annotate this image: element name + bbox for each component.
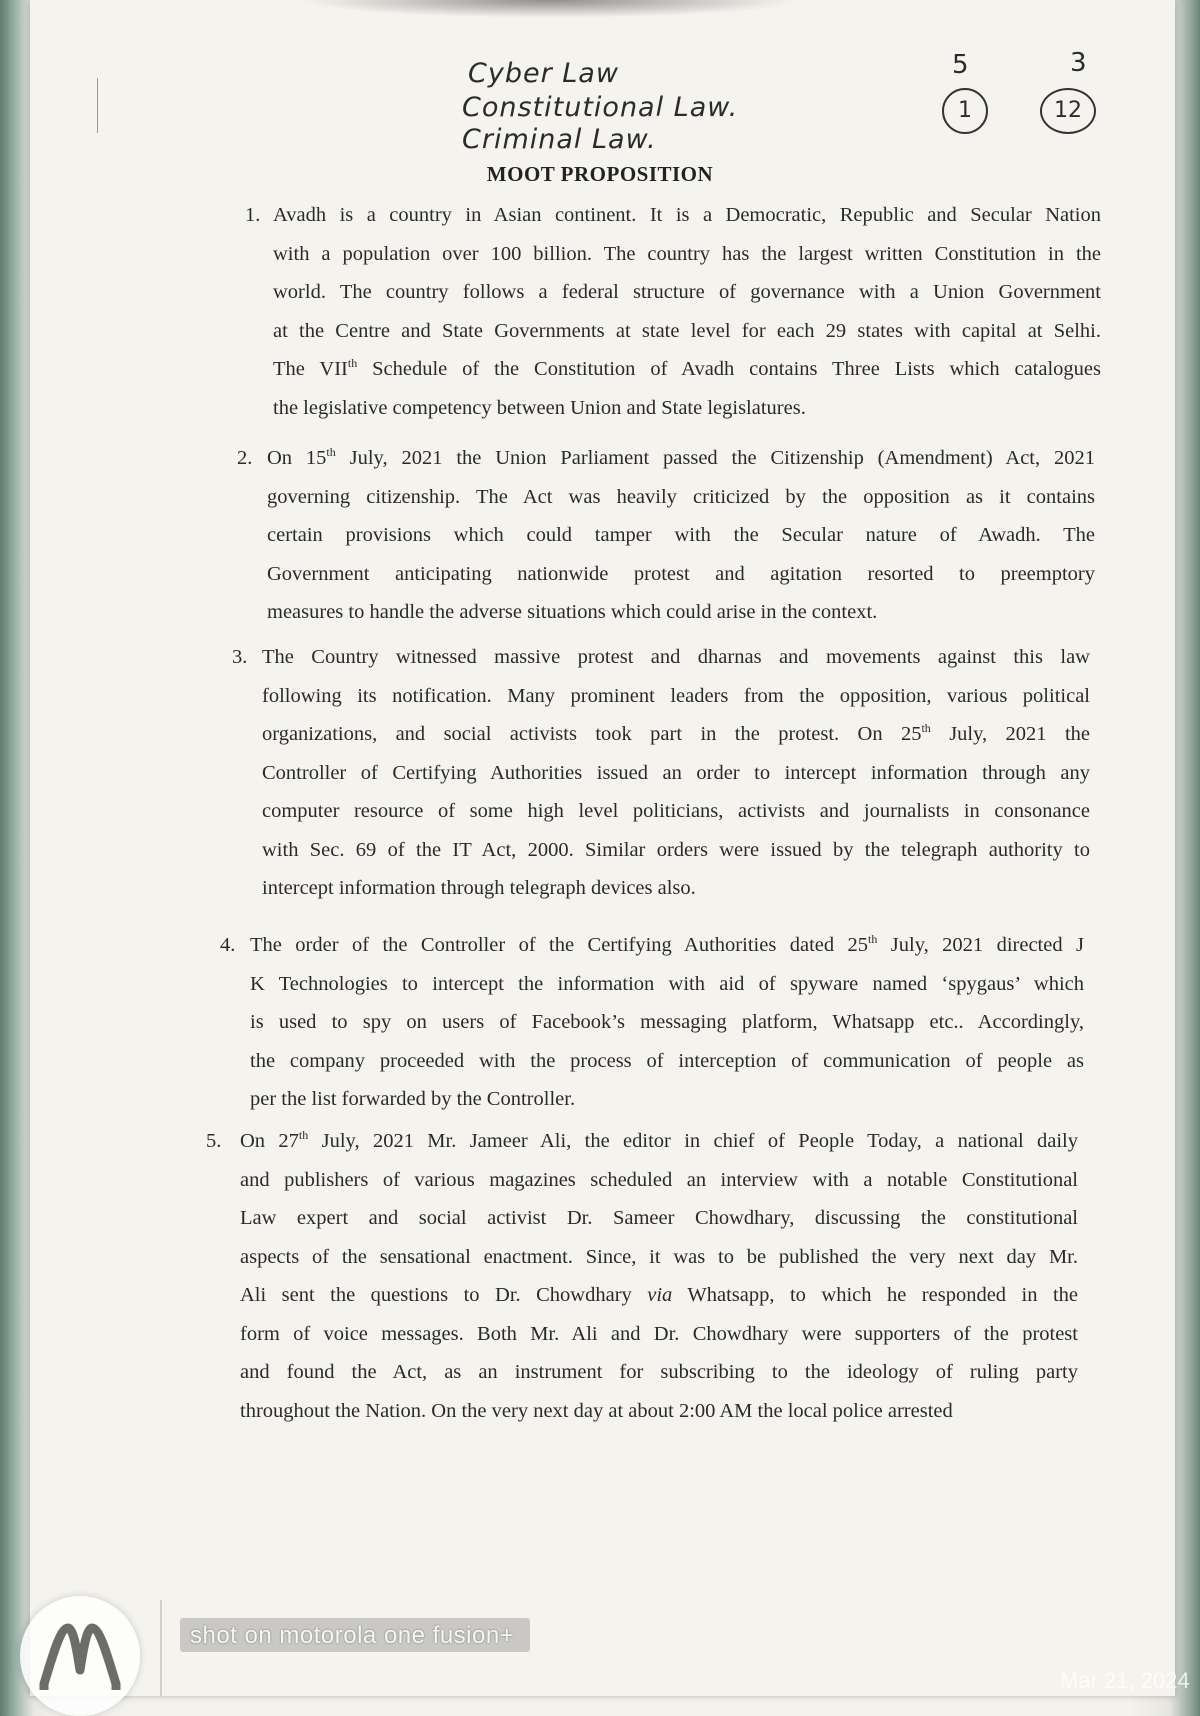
paragraph-line: world. The country follows a federal structure of governance with a Union Government [273, 281, 1101, 303]
paragraph-line: On 15th July, 2021 the Union Parliament passed the Citizenship (Amendment) Act, 2021 [267, 445, 1095, 469]
paragraph-line: form of voice messages. Both Mr. Ali and Dr. Chowdhary were supporters of the protest [240, 1322, 1078, 1345]
camera-watermark: shot on motorola one fusion+ [190, 1622, 515, 1649]
handwritten-note-cyber-law: Cyber Law [468, 58, 619, 89]
paragraph-line: Ali sent the questions to Dr. Chowdhary via Whatsapp, to which he responded in the [240, 1284, 1078, 1306]
paragraph-number: 3. [232, 646, 248, 668]
paragraph-line: The order of the Controller of the Certifying Authorities dated 25th July, 2021 directed J [250, 932, 1084, 956]
paragraph-number: 5. [206, 1130, 222, 1152]
paragraph-line: intercept information through telegraph devices also. [262, 877, 696, 899]
paragraph-line: organizations, and social activists took part in the protest. On 25th July, 2021 the [262, 721, 1090, 745]
paragraph-line: K Technologies to intercept the information with aid of spyware named ‘spygaus’ which [250, 972, 1084, 995]
paragraph-line: the legislative competency between Union and State legislatures. [273, 396, 806, 419]
paragraph-number: 4. [220, 934, 236, 956]
paragraph-line: Avadh is a country in Asian continent. It is a Democratic, Republic and Secular Nation [273, 204, 1101, 226]
motorola-logo-icon [20, 1596, 140, 1716]
margin-mark [97, 78, 98, 133]
paragraph-line: aspects of the sensational enactment. Since, it was to be published the very next day Mr. [240, 1245, 1078, 1268]
top-shadow [300, 0, 800, 18]
paragraph-line: throughout the Nation. On the very next day at about 2:00 AM the local police arrested [240, 1399, 953, 1422]
paragraph-line: is used to spy on users of Facebook’s messaging platform, Whatsapp etc.. Accordingly, [250, 1011, 1084, 1033]
paragraph-line: Government anticipating nationwide protest and agitation resorted to preemptory [267, 562, 1095, 585]
paragraph-line: and found the Act, as an instrument for subscribing to the ideology of ruling party [240, 1361, 1078, 1383]
paragraph-line: On 27th July, 2021 Mr. Jameer Ali, the editor in chief of People Today, a national daily [240, 1128, 1078, 1152]
paragraph-line: with a population over 100 billion. The country has the largest written Constitution in the [273, 242, 1101, 265]
handwritten-note-criminal-law: Criminal Law. [462, 124, 657, 155]
paragraph-line: measures to handle the adverse situations which could arise in the context. [267, 601, 878, 623]
paragraph-line: Controller of Certifying Authorities issued an order to intercept information through any [262, 761, 1090, 784]
paragraph-line: computer resource of some high level politicians, activists and journalists in consonance [262, 800, 1090, 822]
paragraph-line: certain provisions which could tamper with the Secular nature of Awadh. The [267, 524, 1095, 546]
document-title: MOOT PROPOSITION [486, 162, 714, 186]
paragraph-line: The VIIth Schedule of the Constitution of Avadh contains Three Lists which catalogues [273, 356, 1101, 380]
paragraph-line: the company proceeded with the process of interception of communication of people as [250, 1049, 1084, 1072]
paragraph-line: governing citizenship. The Act was heavily criticized by the opposition as it contains [267, 485, 1095, 508]
handwritten-note-constitutional-law: Constitutional Law. [462, 92, 739, 123]
paragraph-line: Law expert and social activist Dr. Sameer Chowdhary, discussing the constitutional [240, 1207, 1078, 1229]
paragraph-line: The Country witnessed massive protest and dharnas and movements against this law [262, 646, 1090, 668]
paragraph-line: following its notification. Many prominent leaders from the opposition, various political [262, 684, 1090, 707]
handwritten-mark-top-2: 3 [1070, 48, 1087, 78]
paragraph-number: 2. [237, 447, 253, 469]
handwritten-circled-mark-2: 12 [1040, 88, 1096, 134]
paragraph-line: per the list forwarded by the Controller. [250, 1088, 576, 1110]
paragraph-number: 1. [245, 204, 261, 226]
handwritten-circled-mark-1: 1 [942, 88, 988, 134]
paragraph-line: and publishers of various magazines scheduled an interview with a notable Constitutional [240, 1168, 1078, 1191]
watermark-divider [160, 1600, 162, 1696]
handwritten-mark-top-1: 5 [952, 50, 969, 80]
paragraph-line: with Sec. 69 of the IT Act, 2000. Similar orders were issued by the telegraph authority to [262, 838, 1090, 861]
date-stamp: Mar 21, 2024 [1060, 1668, 1190, 1693]
paragraph-line: at the Centre and State Governments at state level for each 29 states with capital at Selhi. [273, 319, 1101, 342]
